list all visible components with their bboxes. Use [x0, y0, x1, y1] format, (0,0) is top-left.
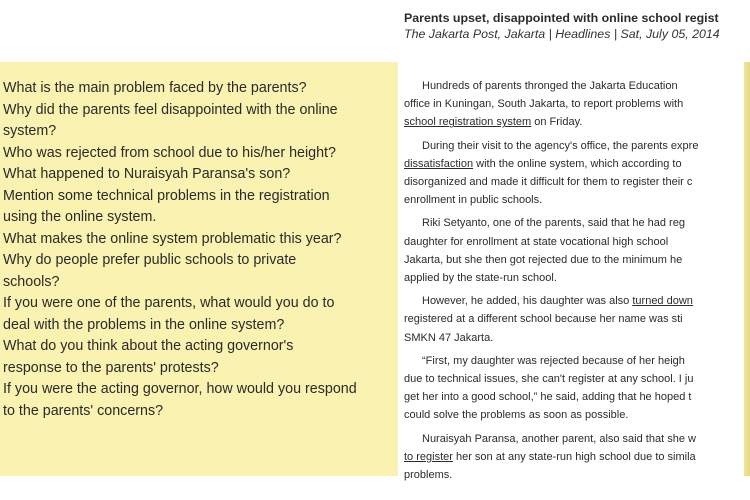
question-line: Mention some technical problems in the registration [3, 187, 330, 204]
text-run: However, he added, his daughter was also [422, 295, 633, 308]
paragraph-line: disorganized and made it difficult for them to register their c [404, 176, 693, 189]
article-paragraph [404, 352, 750, 425]
question-line: schools? [3, 273, 60, 290]
paragraph-line: Jakarta, but she then got rejected due to the minimum he [404, 253, 683, 266]
article-paragraph [404, 214, 750, 287]
question-line: What makes the online system problematic this year? [3, 230, 342, 247]
question-line: What is the main problem faced by the parents? [3, 80, 307, 96]
question-line: system? [3, 123, 57, 139]
paragraph-line: daughter for enrollment at state vocational high school [404, 235, 669, 248]
article-meta: The Jakarta Post, Jakarta | Headlines | Sat, July 05, 2014 [404, 27, 720, 41]
question-line: What do you think about the acting governor's [3, 338, 294, 354]
article-body [404, 77, 750, 489]
underlined-term: turned down [632, 295, 693, 308]
paragraph-line: Nuraisyah Paransa, another parent, also said that she w [422, 432, 696, 445]
paragraph-line [404, 292, 750, 310]
paragraph-line: Hundreds of parents thronged the Jakarta Education [422, 80, 678, 92]
question-line: response to the parents' protests? [3, 359, 219, 376]
question-line: Who was rejected from school due to his/her height? [3, 144, 336, 161]
article-paragraph [404, 77, 750, 132]
paragraph-line: enrollment in public schools. [404, 194, 543, 207]
article-headline: Parents upset, disappointed with online school regist [404, 11, 719, 25]
question-line: What happened to Nuraisyah Paransa's son? [3, 166, 291, 182]
news-article [404, 10, 750, 500]
paragraph-line [404, 448, 750, 466]
paragraph-line [404, 113, 750, 131]
underlined-term: school registration system [404, 116, 532, 129]
underlined-term: to register [404, 450, 453, 463]
question-line: deal with the problems in the online system? [3, 316, 285, 333]
paragraph-line: SMKN 47 Jakarta. [404, 331, 494, 344]
paragraph-line: registered at a different school because her name was sti [404, 313, 683, 326]
paragraph-line: could solve the problems as soon as possible. [404, 409, 629, 422]
text-run: on Friday. [531, 116, 583, 129]
question-line: If you were one of the parents, what would you do to [3, 295, 335, 311]
question-list [3, 78, 395, 422]
question-line: Why did the parents feel disappointed with the online [3, 101, 338, 118]
question-line: to the parents' concerns? [3, 402, 164, 419]
article-paragraph [404, 430, 750, 485]
paragraph-line: “First, my daughter was rejected because of her heigh [422, 354, 685, 367]
paragraph-line: due to technical issues, she can't register at any school. I ju [404, 373, 694, 386]
paragraph-line: office in Kuningan, South Jakarta, to report problems with [404, 98, 684, 111]
paragraph-line: Riki Setyanto, one of the parents, said that he had reg [422, 217, 685, 230]
paragraph-line: applied by the state-run school. [404, 272, 557, 285]
article-paragraph [404, 137, 750, 210]
paragraph-line: During their visit to the agency's office, the parents expre [422, 139, 699, 152]
paragraph-line [404, 155, 750, 173]
question-line: using the online system. [3, 209, 157, 225]
paragraph-line: get her into a good school,” he said, adding that he hoped t [404, 391, 692, 404]
article-paragraph [404, 292, 750, 347]
text-run: her son at any state-run high school due to simila [452, 450, 696, 463]
underlined-term: dissatisfaction [404, 157, 474, 170]
paragraph-line: problems. [404, 469, 453, 482]
question-line: Why do people prefer public schools to private [3, 252, 297, 268]
text-run: with the online system, which according to [473, 157, 682, 170]
question-line: If you were the acting governor, how would you respond [3, 381, 357, 397]
